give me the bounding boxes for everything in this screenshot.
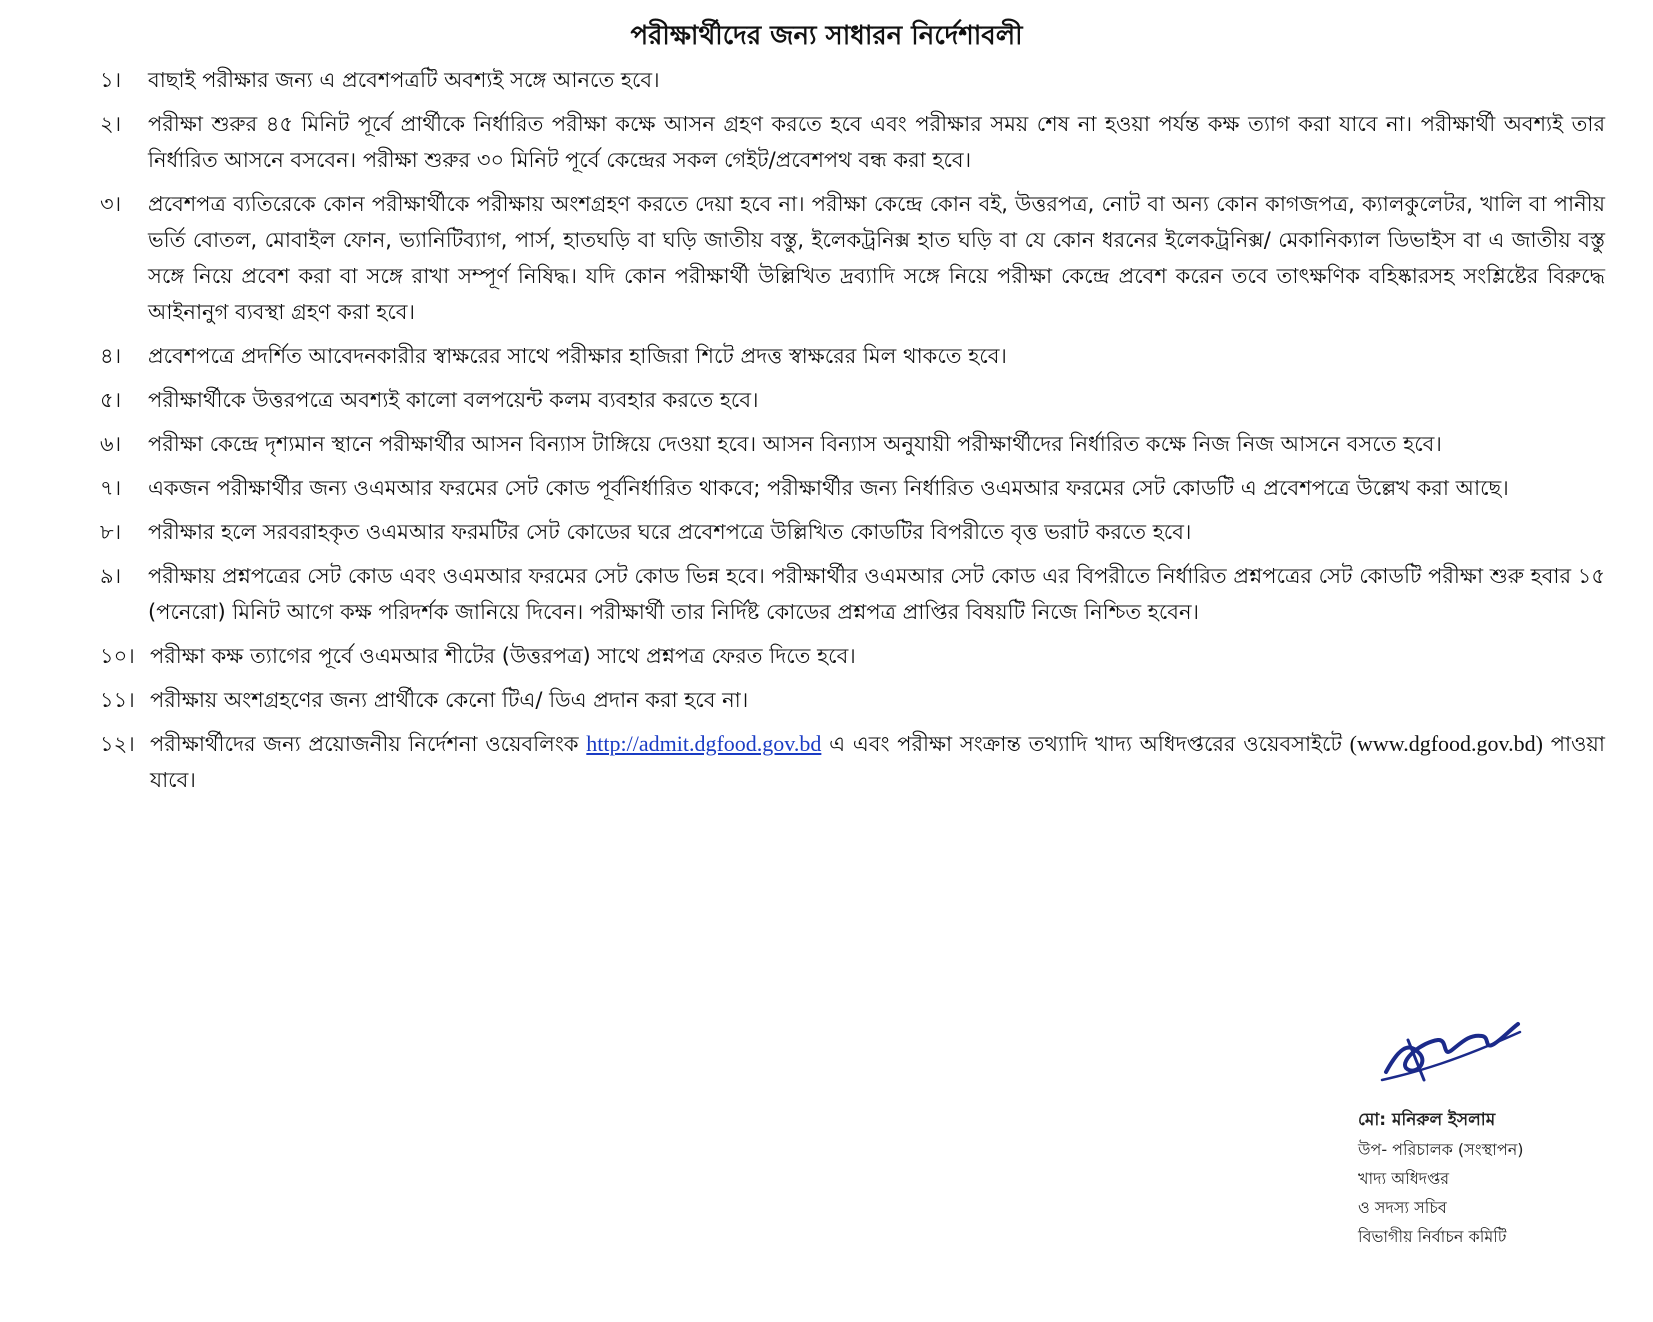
item-number: ১২। — [100, 732, 135, 756]
item-number: ৫। — [100, 388, 122, 412]
item-number: ৯। — [100, 564, 122, 588]
item-number: ১। — [100, 68, 122, 92]
instruction-item-8 — [100, 514, 1605, 550]
item-number: ৬। — [100, 432, 122, 456]
item-number: ১০। — [100, 644, 135, 668]
item-number: ৮। — [100, 520, 122, 544]
signatory-role: ও সদস্য সচিব — [1358, 1198, 1447, 1217]
signatory-designation: উপ- পরিচালক (সংস্থাপন) — [1358, 1140, 1524, 1159]
item-number: ৭। — [100, 476, 122, 500]
item-number: ১১। — [100, 688, 135, 712]
signatory-name: মো: মনিরুল ইসলাম — [1358, 1110, 1496, 1130]
item-number: ৪। — [100, 344, 122, 368]
page-title: পরীক্ষার্থীদের জন্য সাধারন নির্দেশাবলী — [630, 21, 1023, 51]
item-text: পরীক্ষা কেন্দ্রে দৃশ্যমান স্থানে পরীক্ষার্থীর আসন বিন্যাস টাঙ্গিয়ে দেওয়া হবে। আসন বিন্যাস অনুযায়ী পরীক্ষার্থীদের নির্ধারিত কক্ষে নিজ নিজ আসনে বসতে হবে। — [148, 432, 1442, 456]
signatory-committee: বিভাগীয় নির্বাচন কমিটি — [1358, 1227, 1507, 1246]
instruction-item-6 — [100, 426, 1605, 462]
item-text-after: পাওয়া যাবে। — [150, 732, 1605, 792]
instruction-item-2 — [100, 106, 1605, 178]
instruction-item-9 — [100, 558, 1605, 630]
item-text-middle: এ এবং পরীক্ষা সংক্রান্ত তথ্যাদি খাদ্য অধিদপ্তরের ওয়েবসাইটে — [829, 732, 1342, 756]
item-text: পরীক্ষা শুরুর ৪৫ মিনিট পূর্বে প্রার্থীকে নির্ধারিত পরীক্ষা কক্ষে আসন গ্রহণ করতে হবে এবং পরীক্ষার সময় শেষ না হওয়া পর্যন্ত কক্ষ ত্যাগ করা যাবে না। পরীক্ষার্থী অবশ্যই তার নির্ধারিত আসনে বসবেন। পরীক্ষা শুরুর ৩০ মিনিট পূর্বে কেন্দ্রের সকল গেইট/প্রবেশপথ বন্ধ করা হবে। — [148, 112, 1605, 172]
instruction-item-11 — [100, 682, 1605, 718]
item-text: পরীক্ষার হলে সরবরাহকৃত ওএমআর ফরমটির সেট কোডের ঘরে প্রবেশপত্রে উল্লিখিত কোডটির বিপরীতে বৃত্ত ভরাট করতে হবে। — [148, 520, 1192, 544]
item-text: পরীক্ষায় প্রশ্নপত্রের সেট কোড এবং ওএমআর ফরমের সেট কোড ভিন্ন হবে। পরীক্ষার্থীর ওএমআর সেট কোড এর বিপরীতে নির্ধারিত প্রশ্নপত্রের সেট কোডটি পরীক্ষা শুরু হবার ১৫ (পনেরো) মিনিট আগে কক্ষ পরিদর্শক জানিয়ে দিবেন। পরীক্ষার্থী তার নির্দিষ্ট কোডের প্রশ্নপত্র প্রাপ্তির বিষয়টি নিজে নিশ্চিত হবেন। — [148, 564, 1605, 624]
item-text: পরীক্ষা কক্ষ ত্যাগের পূর্বে ওএমআর শীটের (উত্তরপত্র) সাথে প্রশ্নপত্র ফেরত দিতে হবে। — [150, 644, 856, 668]
item-text-before-link: পরীক্ষার্থীদের জন্য প্রয়োজনীয় নির্দেশনা ওয়েবলিংক — [150, 732, 579, 756]
instruction-item-4 — [100, 338, 1605, 374]
instruction-item-7 — [100, 470, 1605, 506]
instruction-item-12 — [100, 726, 1605, 798]
instruction-list — [100, 62, 1605, 806]
instruction-item-5 — [100, 382, 1605, 418]
item-text: বাছাই পরীক্ষার জন্য এ প্রবেশপত্রটি অবশ্যই সঙ্গে আনতে হবে। — [148, 68, 660, 92]
website-text: (www.dgfood.gov.bd) — [1349, 731, 1543, 756]
signatory-details — [1358, 1106, 1523, 1251]
instruction-item-3 — [100, 186, 1605, 330]
item-text: একজন পরীক্ষার্থীর জন্য ওএমআর ফরমের সেট কোড পূর্বনির্ধারিত থাকবে; পরীক্ষার্থীর জন্য নির্ধারিত ওএমআর ফরমের সেট কোডটি এ প্রবেশপত্রে উল্লেখ করা আছে। — [148, 476, 1509, 500]
item-number: ৩। — [100, 192, 122, 216]
item-number: ২। — [100, 112, 122, 136]
instruction-item-10 — [100, 638, 1605, 674]
item-text: প্রবেশপত্র ব্যতিরেকে কোন পরীক্ষার্থীকে পরীক্ষায় অংশগ্রহণ করতে দেয়া হবে না। পরীক্ষা কেন্দ্রে কোন বই, উত্তরপত্র, নোট বা অন্য কোন কাগজপত্র, ক্যালকুলেটর, খালি বা পানীয় ভর্তি বোতল, মোবাইল ফোন, ভ্যানিটিব্যাগ, পার্স, হাতঘড়ি বা ঘড়ি জাতীয় বস্তু, ইলেকট্রনিক্স হাত ঘড়ি বা যে কোন ধরনের ইলেকট্রনিক্স/ মেকানিক্যাল ডিভাইস বা এ জাতীয় বস্তু সঙ্গে নিয়ে প্রবেশ করা বা সঙ্গে রাখা সম্পূর্ণ নিষিদ্ধ। যদি কোন পরীক্ষার্থী উল্লিখিত দ্রব্যাদি সঙ্গে নিয়ে পরীক্ষা কেন্দ্রে প্রবেশ করেন তবে তাৎক্ষণিক বহিষ্কারসহ সংশ্লিষ্টের বিরুদ্ধে আইনানুগ ব্যবস্থা গ্রহণ করা হবে। — [148, 192, 1605, 324]
item-text: পরীক্ষার্থীকে উত্তরপত্রে অবশ্যই কালো বলপয়েন্ট কলম ব্যবহার করতে হবে। — [148, 388, 759, 412]
signatory-office: খাদ্য অধিদপ্তর — [1358, 1169, 1450, 1188]
instruction-item-1 — [100, 62, 1605, 98]
admit-weblink[interactable]: http://admit.dgfood.gov.bd — [586, 731, 822, 756]
item-text: প্রবেশপত্রে প্রদর্শিত আবেদনকারীর স্বাক্ষরের সাথে পরীক্ষার হাজিরা শিটে প্রদত্ত স্বাক্ষরের মিল থাকতে হবে। — [148, 344, 1007, 368]
handwritten-signature — [1378, 1010, 1528, 1090]
item-text: পরীক্ষায় অংশগ্রহণের জন্য প্রার্থীকে কেনো টিএ/ ডিএ প্রদান করা হবে না। — [150, 688, 749, 712]
